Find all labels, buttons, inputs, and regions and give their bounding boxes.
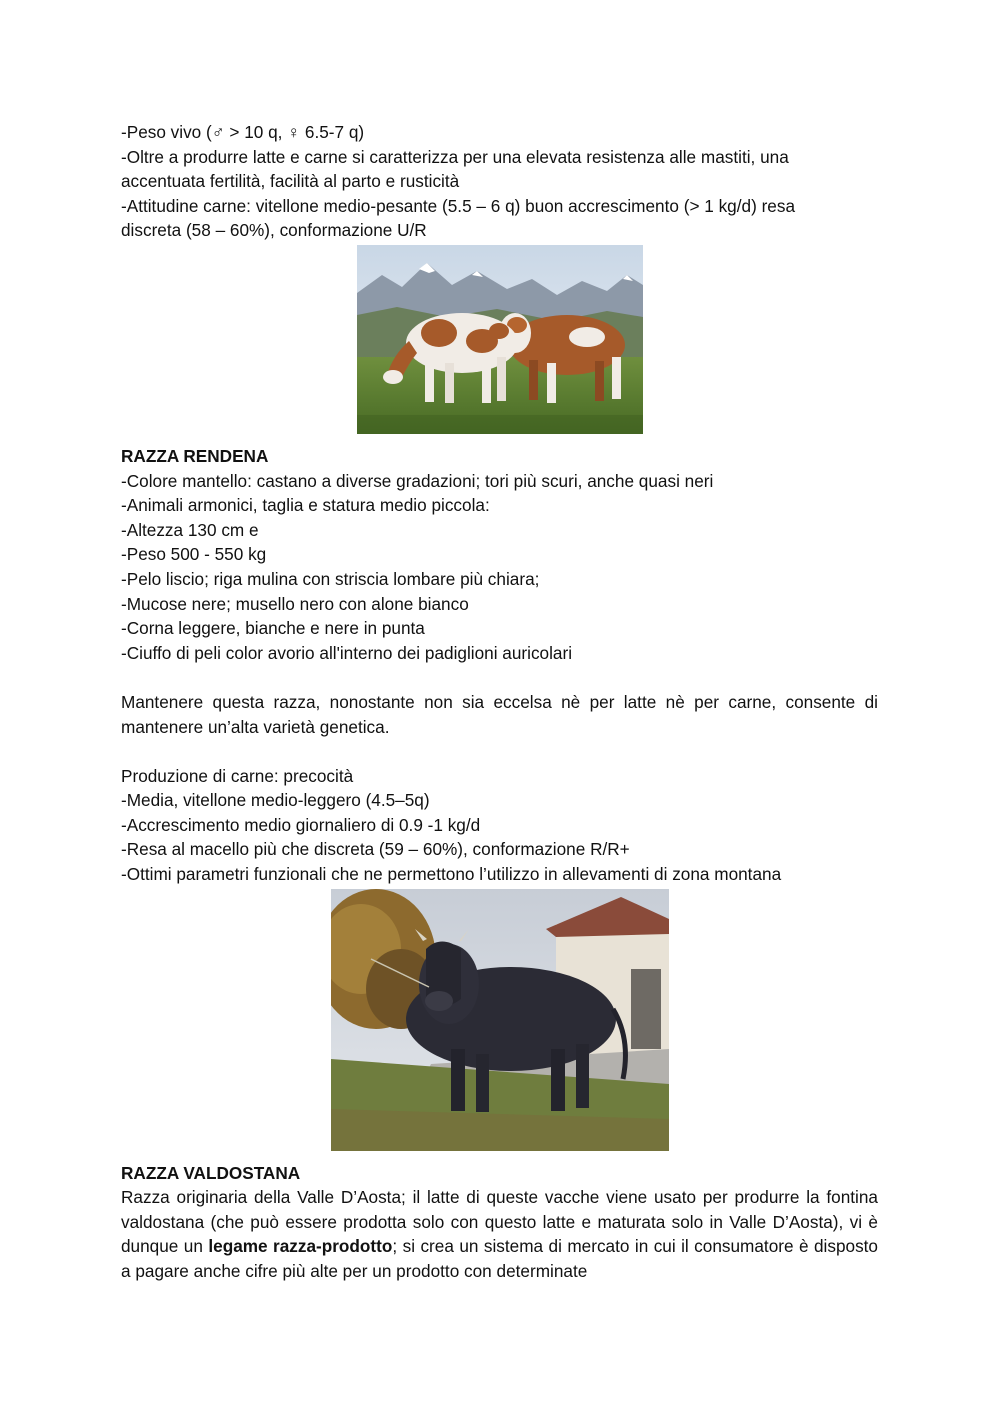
trait-line: -Ciuffo di peli color avorio all'interno dei padiglioni auricolari (121, 642, 573, 663)
trait-line: -Pelo liscio; riga mulina con striscia lombare più chiara; (121, 568, 540, 589)
text-line: accentuata fertilità, facilità al parto e rusticità (121, 171, 460, 192)
production-line: -Ottimi parametri funzionali che ne permettono l’utilizzo in allevamenti di zona montana (121, 864, 782, 885)
production-line: -Accrescimento medio giornaliero di 0.9 -1 kg/d (121, 814, 481, 835)
trait-line: -Altezza 130 cm e (121, 519, 259, 540)
rendena-section (121, 444, 878, 887)
valdostana-section (121, 1161, 878, 1284)
spacer (121, 665, 878, 690)
text-line: -Peso vivo (♂ > 10 q, ♀ 6.5-7 q) (121, 122, 365, 142)
text-line: discreta (58 – 60%), conformazione U/R (121, 220, 427, 241)
paragraph-text: Razza originaria della Valle D’Aosta; il latte di queste vacche viene usato per produrre la fontina valdostana (che può essere prodotta solo con questo latte e maturata solo in Valle D’Aosta), vi è dunque un (121, 1187, 878, 1257)
door (631, 969, 661, 1049)
paragraph-text: ; si crea un sistema di mercato in cui il consumatore è disposto a pagare anche cifre più alte per un prodotto con determinate (121, 1236, 878, 1282)
bull-photo (331, 889, 669, 1151)
cows-illustration (357, 245, 643, 434)
valdostana-paragraph (121, 1185, 878, 1283)
trait-line: -Colore mantello: castano a diverse gradazioni; tori più scuri, anche quasi neri (121, 470, 714, 491)
text-line: -Attitudine carne: vitellone medio-pesante (5.5 – 6 q) buon accrescimento (> 1 kg/d) resa (121, 195, 796, 216)
intro-block (121, 120, 878, 243)
production-line: -Media, vitellone medio-leggero (4.5–5q) (121, 790, 430, 811)
section-heading: RAZZA VALDOSTANA (121, 1162, 301, 1183)
production-title: Produzione di carne: precocità (121, 765, 354, 786)
bull-illustration (331, 889, 669, 1151)
trait-line: -Peso 500 - 550 kg (121, 544, 267, 565)
document-page (121, 120, 878, 1284)
production-line: -Resa al macello più che discreta (59 – 60%), conformazione R/R+ (121, 839, 630, 860)
genetics-paragraph: Mantenere questa razza, nonostante non sia eccelsa nè per latte nè per carne, consente di mantenere un’alta varietà genetica. (121, 691, 878, 737)
trait-line: -Animali armonici, taglia e statura medio piccola: (121, 495, 490, 516)
text-line: -Oltre a produrre latte e carne si caratterizza per una elevata resistenza alle mastiti, una (121, 146, 789, 167)
trait-line: -Mucose nere; musello nero con alone bianco (121, 593, 469, 614)
spacer (121, 739, 878, 764)
cows-photo (357, 245, 643, 434)
section-heading: RAZZA RENDENA (121, 445, 269, 466)
grass-detail (357, 415, 643, 434)
emphasis-text: legame razza-prodotto (208, 1236, 393, 1257)
trait-line: -Corna leggere, bianche e nere in punta (121, 618, 425, 639)
